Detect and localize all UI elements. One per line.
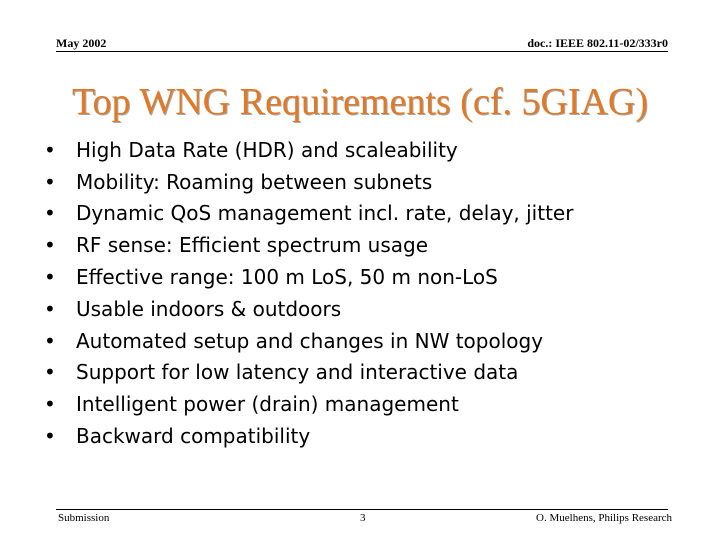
slide-title: Top WNG Requirements (cf. 5GIAG) xyxy=(72,81,648,123)
bullet-text: Support for low latency and interactive data xyxy=(76,360,519,385)
bullet-dot-icon: • xyxy=(44,360,56,385)
bullet-text: Intelligent power (drain) management xyxy=(76,392,459,417)
bullet-item xyxy=(44,166,573,198)
bullet-dot-icon: • xyxy=(44,201,56,226)
bullet-item xyxy=(44,134,573,166)
bullet-list xyxy=(44,134,573,452)
bullet-item xyxy=(44,420,573,452)
bullet-dot-icon: • xyxy=(44,296,56,321)
footer-divider xyxy=(56,509,668,510)
bullet-text: Automated setup and changes in NW topology xyxy=(76,328,544,353)
footer-author: O. Muelhens, Philips Research xyxy=(536,512,672,524)
header-date: May 2002 xyxy=(56,36,107,50)
bullet-item xyxy=(44,357,573,389)
bullet-item xyxy=(44,261,573,293)
bullet-dot-icon: • xyxy=(44,169,56,194)
bullet-dot-icon: • xyxy=(44,137,56,162)
bullet-text: High Data Rate (HDR) and scaleability xyxy=(76,137,458,162)
bullet-text: Effective range: 100 m LoS, 50 m non-LoS xyxy=(76,265,498,290)
bullet-dot-icon: • xyxy=(44,392,56,417)
bullet-text: Backward compatibility xyxy=(76,424,311,449)
bullet-item xyxy=(44,325,573,357)
bullet-dot-icon: • xyxy=(44,233,56,258)
header-doc-id: doc.: IEEE 802.11-02/333r0 xyxy=(527,36,668,50)
bullet-dot-icon: • xyxy=(44,265,56,290)
bullet-dot-icon: • xyxy=(44,424,56,449)
bullet-item xyxy=(44,293,573,325)
bullet-item xyxy=(44,229,573,261)
bullet-text: Dynamic QoS management incl. rate, delay, jitter xyxy=(76,201,574,226)
bullet-item xyxy=(44,388,573,420)
bullet-text: Usable indoors & outdoors xyxy=(76,296,342,321)
bullet-text: Mobility: Roaming between subnets xyxy=(76,169,433,194)
header-divider xyxy=(56,51,668,52)
bullet-text: RF sense: Efficient spectrum usage xyxy=(76,233,429,258)
bullet-dot-icon: • xyxy=(44,328,56,353)
footer-page-number: 3 xyxy=(360,512,366,524)
bullet-item xyxy=(44,198,573,230)
footer-submission: Submission xyxy=(58,512,110,524)
